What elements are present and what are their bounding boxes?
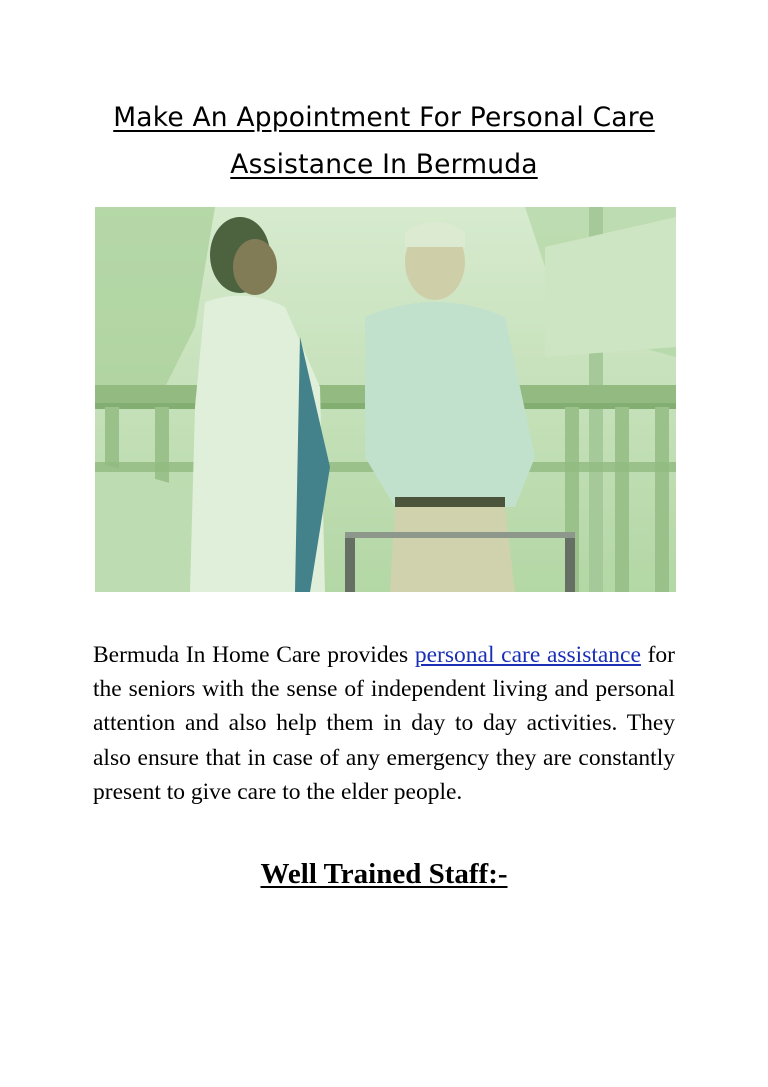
intro-paragraph [93,638,675,809]
caregiver-photo [95,207,676,592]
paragraph-text-end: for the seniors with the sense of independent living and personal attention and also help them in day to day activities. They also ensure that in case of any emergency they are constantly present to give care to the elder people. [93,642,676,805]
paragraph-text-start: Bermuda In Home Care provides [93,642,415,668]
personal-care-assistance-link[interactable]: personal care assistance [414,642,641,668]
page-title: Make An Appointment For Personal Care Assistance In Bermuda [113,102,655,180]
photo-illustration [95,207,676,592]
section-heading: Well Trained Staff:- [260,858,508,890]
